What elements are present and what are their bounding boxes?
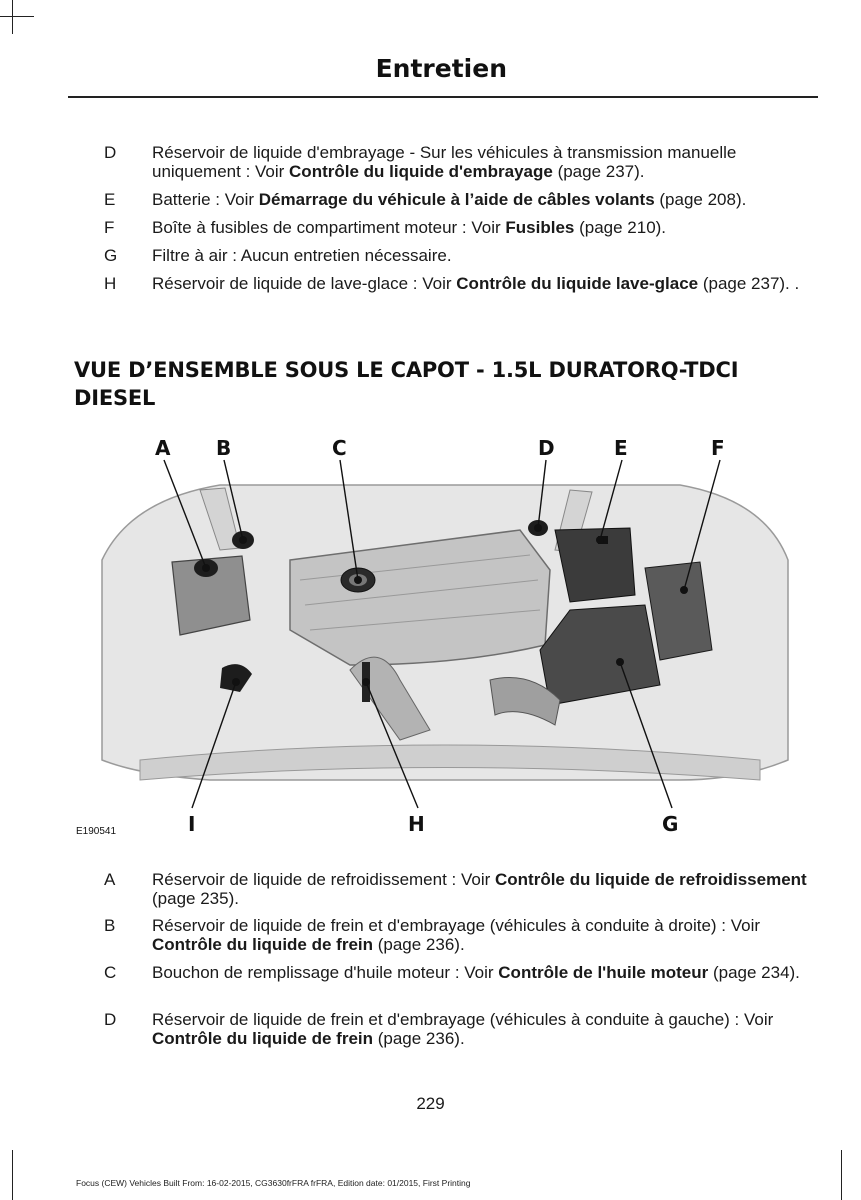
item-letter: H <box>104 274 117 293</box>
callout-label-a: A <box>155 436 171 460</box>
section-heading: VUE D’ENSEMBLE SOUS LE CAPOT - 1.5L DURATORQ-TDCI DIESEL <box>74 358 739 410</box>
text-part: (page 235). <box>152 889 239 908</box>
crop-mark <box>841 1150 842 1200</box>
item-text <box>152 190 817 209</box>
callout-label-g: G <box>662 812 679 836</box>
text-part: (page 210). <box>574 218 667 237</box>
cross-reference: Contrôle de l'huile moteur <box>498 963 709 982</box>
cross-reference: Contrôle du liquide de frein <box>152 1029 373 1048</box>
item-text <box>152 870 817 908</box>
engine-bay-illustration <box>100 430 790 840</box>
item-text <box>152 1010 817 1048</box>
dot-h <box>362 678 370 686</box>
item-text <box>152 246 817 265</box>
figure-reference-code: E190541 <box>76 826 117 837</box>
text-part: (page 236). <box>373 935 465 954</box>
dot-c <box>354 576 362 584</box>
dot-i <box>232 678 240 686</box>
item-letter: C <box>104 963 117 982</box>
text-part: Réservoir de liquide de refroidissement : Voir <box>152 870 495 889</box>
text-part: (page 234). <box>708 963 800 982</box>
page-number: 229 <box>416 1094 445 1113</box>
text-part: (page 208). <box>654 190 747 209</box>
text-part: Réservoir de liquide de lave-glace : Voir <box>152 274 457 293</box>
item-text <box>152 218 817 237</box>
text-part: (page 237). . <box>698 274 800 293</box>
dot-a <box>202 564 210 572</box>
item-letter: G <box>104 246 118 265</box>
text-part: Boîte à fusibles de compartiment moteur : Voir <box>152 218 506 237</box>
item-letter: A <box>104 870 116 889</box>
item-letter: D <box>104 143 117 162</box>
item-text <box>152 963 817 982</box>
callout-label-h: H <box>408 812 425 836</box>
item-text <box>152 916 817 954</box>
cross-reference: Fusibles <box>505 218 575 237</box>
item-text <box>152 274 817 293</box>
dot-b <box>239 536 247 544</box>
dot-f <box>680 586 688 594</box>
header-divider <box>68 96 818 98</box>
cross-reference: Contrôle du liquide d'embrayage <box>289 162 553 181</box>
dot-d <box>534 524 542 532</box>
text-part: (page 236). <box>373 1029 465 1048</box>
text-part: Bouchon de remplissage d'huile moteur : Voir <box>152 963 499 982</box>
callout-label-e: E <box>614 436 628 460</box>
callout-label-i: I <box>188 812 196 836</box>
item-letter: E <box>104 190 116 209</box>
text-part: Réservoir de liquide de frein et d'embrayage (véhicules à conduite à gauche) : Voir <box>152 1010 774 1029</box>
text-part: Réservoir de liquide de frein et d'embrayage (véhicules à conduite à droite) : Voir <box>152 916 761 935</box>
footer-edition-info: Focus (CEW) Vehicles Built From: 16-02-2015, CG3630frFRA frFRA, Edition date: 01/2015, First Printing <box>76 1178 471 1188</box>
text-part: Filtre à air : Aucun entretien nécessaire. <box>152 246 452 265</box>
crop-mark <box>12 0 13 34</box>
text-part: Batterie : Voir <box>152 190 259 209</box>
crop-mark <box>12 1150 13 1200</box>
cross-reference: Contrôle du liquide lave-glace <box>456 274 699 293</box>
item-letter: D <box>104 1010 117 1029</box>
cross-reference: Contrôle du liquide de refroidissement <box>495 870 807 889</box>
text-part: Réservoir de liquide d'embrayage - Sur les véhicules à transmission manuelle uniquement : Voir <box>152 143 737 181</box>
dot-e <box>596 536 604 544</box>
cross-reference: Démarrage du véhicule à l’aide de câbles volants <box>258 190 655 209</box>
cross-reference: Contrôle du liquide de frein <box>152 935 373 954</box>
item-text <box>152 143 817 181</box>
page-header-title: Entretien <box>375 54 507 83</box>
dot-g <box>616 658 624 666</box>
callout-label-d: D <box>538 436 555 460</box>
callout-label-b: B <box>216 436 232 460</box>
callout-label-c: C <box>332 436 347 460</box>
callout-label-f: F <box>711 436 725 460</box>
item-letter: B <box>104 916 116 935</box>
text-part: (page 237). <box>552 162 645 181</box>
item-letter: F <box>104 218 115 237</box>
crop-mark <box>0 16 34 17</box>
